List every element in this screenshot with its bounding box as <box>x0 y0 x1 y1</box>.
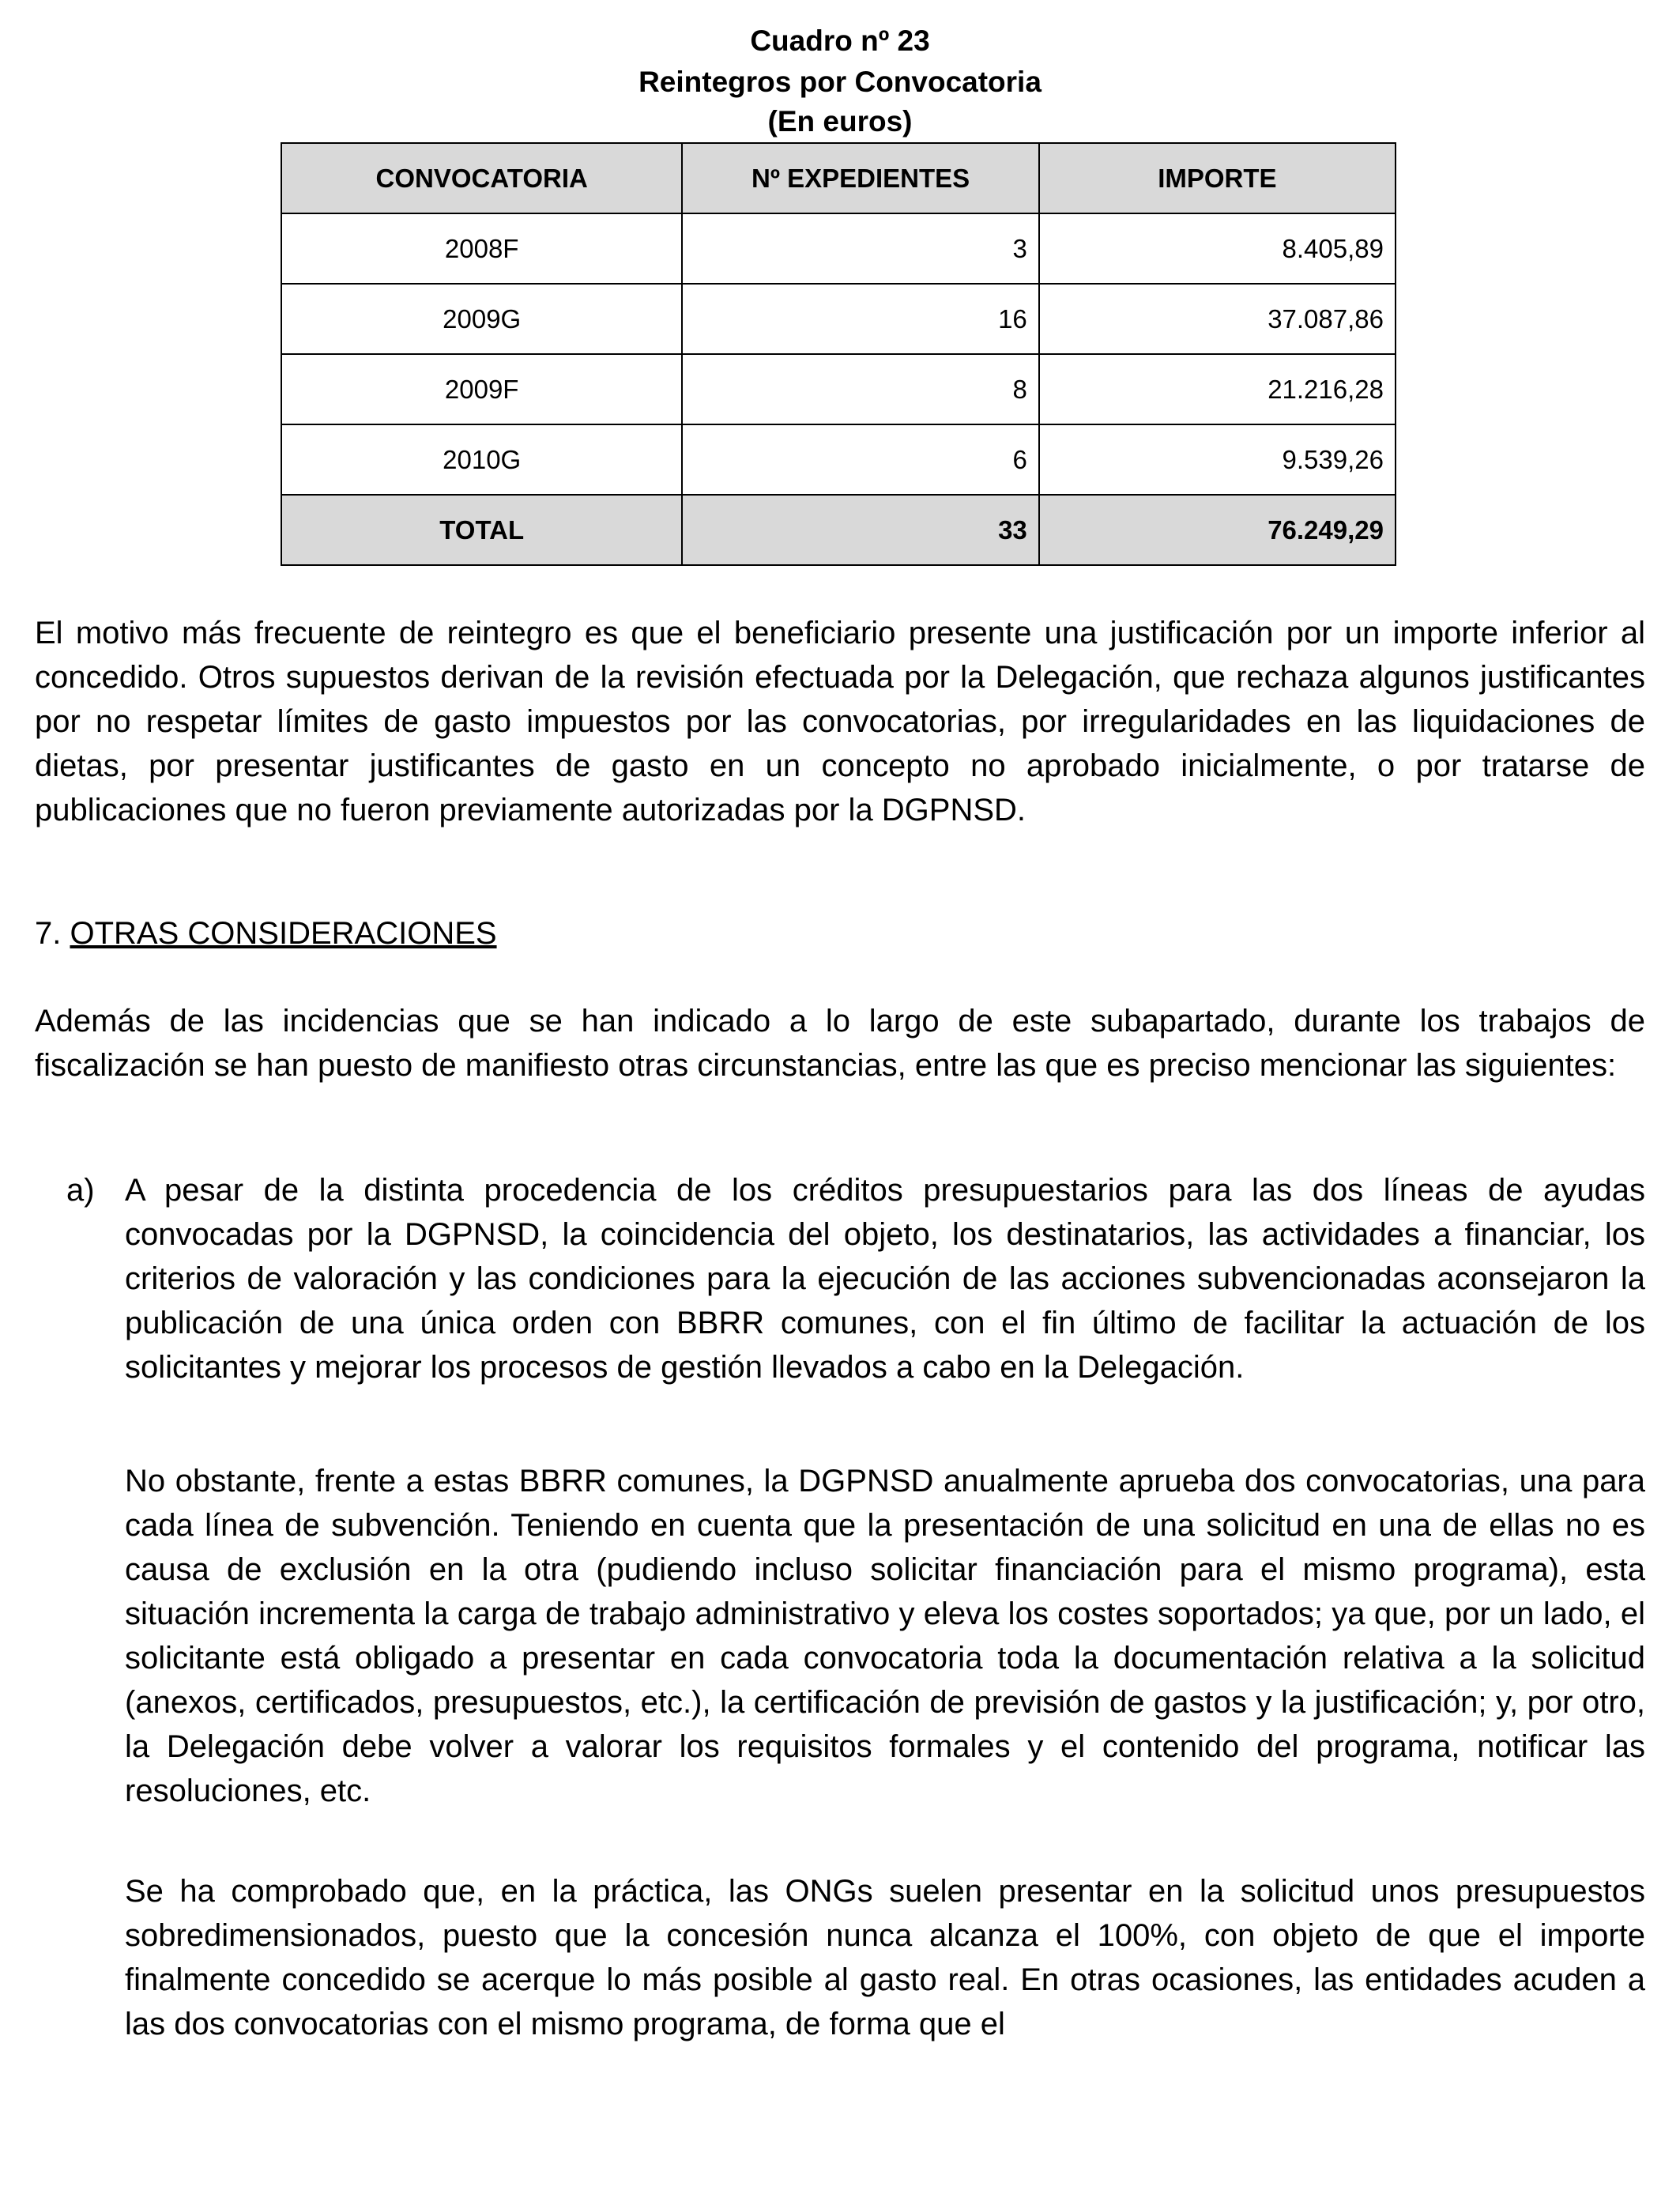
table-caption-number: Cuadro nº 23 <box>750 25 930 57</box>
cell-convocatoria: 2009G <box>281 284 682 354</box>
table-total-row <box>281 495 1396 565</box>
cell-total-importe: 76.249,29 <box>1039 495 1396 565</box>
list-item-a-paragraph-3: Se ha comprobado que, en la práctica, las ONGs suelen presentar en la solicitud unos presupuestos sobredimensionados, puesto que la concesión nunca alcanza el 100%, con objeto de que el importe finalmente concedido se acerque lo más posible al gasto real. En otras ocasiones, las entidades acuden a las dos convocatorias con el mismo programa, de forma que el <box>125 1874 1645 2041</box>
table-row <box>281 284 1396 354</box>
table-caption-title: Reintegros por Convocatoria <box>638 66 1042 98</box>
column-header-convocatoria: CONVOCATORIA <box>281 143 682 213</box>
cell-convocatoria: 2008F <box>281 213 682 284</box>
cell-convocatoria: 2010G <box>281 424 682 495</box>
cell-expedientes: 16 <box>682 284 1038 354</box>
cell-total-label: TOTAL <box>281 495 682 565</box>
table-row <box>281 354 1396 424</box>
section-number: 7. <box>35 916 62 951</box>
cell-importe: 9.539,26 <box>1039 424 1396 495</box>
cell-expedientes: 3 <box>682 213 1038 284</box>
column-header-expedientes: Nº EXPEDIENTES <box>682 143 1038 213</box>
table-caption-unit: (En euros) <box>767 105 913 138</box>
paragraph-otras-circunstancias: Además de las incidencias que se han indicado a lo largo de este subapartado, durante los trabajos de fiscalización se han puesto de manifiesto otras circunstancias, entre las que es preciso mencionar las siguientes: <box>35 1004 1645 1083</box>
section-heading <box>35 911 497 956</box>
list-item-a-paragraph-2: No obstante, frente a estas BBRR comunes, la DGPNSD anualmente aprueba dos convocatorias, una para cada línea de subvención. Teniendo en cuenta que la presentación de una solicitud en una de ellas no es causa de exclusión en la otra (pudiendo incluso solicitar financiación para el mismo programa), esta situación incrementa la carga de trabajo administrativo y eleva los costes soportados; ya que, por un lado, el solicitante está obligado a presentar en cada convocatoria toda la documentación relativa a la solicitud (anexos, certificados, presupuestos, etc.), la certificación de previsión de gastos y la justificación; y, por otro, la Delegación debe volver a valorar los requisitos formales y el contenido del programa, notificar las resoluciones, etc. <box>125 1464 1645 1808</box>
cell-importe: 21.216,28 <box>1039 354 1396 424</box>
cell-importe: 37.087,86 <box>1039 284 1396 354</box>
section-title: OTRAS CONSIDERACIONES <box>70 916 497 951</box>
table-row <box>281 424 1396 495</box>
cell-importe: 8.405,89 <box>1039 213 1396 284</box>
table-row <box>281 213 1396 284</box>
paragraph-reintegro-motivo: El motivo más frecuente de reintegro es que el beneficiario presente una justificación por un importe inferior al concedido. Otros supuestos derivan de la revisión efectuada por la Delegación, que rechaza algunos justificantes por no respetar límites de gasto impuestos por las convocatorias, por irregularidades en las liquidaciones de dietas, por presentar justificantes de gasto en un concepto no aprobado inicialmente, o por tratarse de publicaciones que no fueron previamente autorizadas por la DGPNSD. <box>35 616 1645 827</box>
list-item-label-a: a) <box>66 1173 95 1208</box>
reintegros-table <box>281 142 1396 566</box>
list-item-a-paragraph-1: A pesar de la distinta procedencia de los créditos presupuestarios para las dos líneas de ayudas convocadas por la DGPNSD, la coincidencia del objeto, los destinatarios, las actividades a financiar, los criterios de valoración y las condiciones para la ejecución de las acciones subvencionadas aconsejaron la publicación de una única orden con BBRR comunes, con el fin último de facilitar la actuación de los solicitantes y mejorar los procesos de gestión llevados a cabo en la Delegación. <box>125 1173 1645 1385</box>
cell-total-expedientes: 33 <box>682 495 1038 565</box>
cell-expedientes: 8 <box>682 354 1038 424</box>
cell-expedientes: 6 <box>682 424 1038 495</box>
table-header-row <box>281 143 1396 213</box>
column-header-importe: IMPORTE <box>1039 143 1396 213</box>
cell-convocatoria: 2009F <box>281 354 682 424</box>
